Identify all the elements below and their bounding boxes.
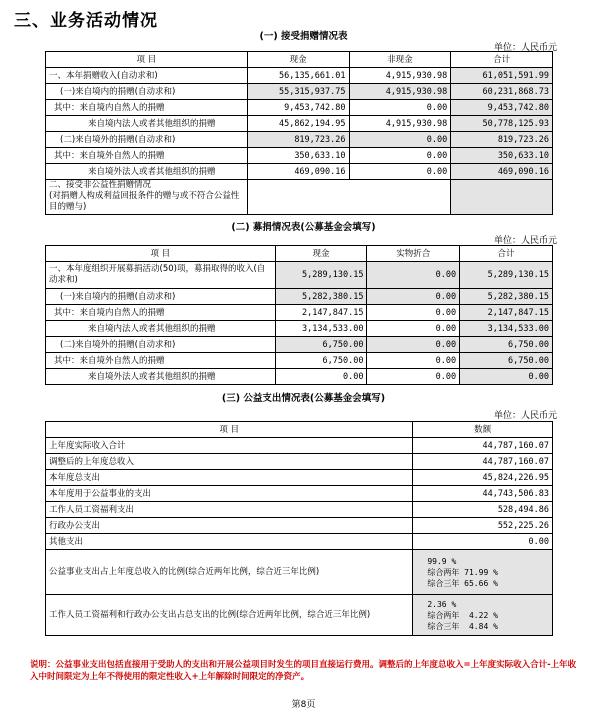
- cell-value: 45,862,194.95: [247, 116, 349, 132]
- cell-value: 45,824,226.95: [413, 470, 553, 486]
- row-label: 其中：来自境内自然人的捐赠: [46, 305, 276, 321]
- cell-value: 0.00: [413, 534, 553, 550]
- col-item: 项 目: [46, 422, 413, 438]
- unit-label: 单位：人民币元: [493, 43, 557, 53]
- col-item: 项 目: [46, 246, 276, 262]
- table-row: [46, 337, 553, 353]
- cell-empty: [451, 180, 553, 215]
- cell-value: 44,743,506.83: [413, 486, 553, 502]
- cell-value: 0.00: [367, 353, 460, 369]
- cell-value: 6,750.00: [275, 337, 367, 353]
- donation-table: [45, 51, 553, 215]
- table-row: [46, 353, 553, 369]
- table-row: [46, 502, 553, 518]
- col-noncash: 非现金: [349, 52, 451, 68]
- row-label: (一)来自境内的捐赠(自动求和): [46, 289, 276, 305]
- cell-empty: [247, 180, 450, 215]
- ratio-value: 2.36 % 综合两年 4.22 % 综合三年 4.84 %: [413, 595, 553, 636]
- col-inkind: 实物折合: [367, 246, 460, 262]
- row-label: 来自境外法人或者其他组织的捐赠: [46, 369, 276, 385]
- cell-value: 3,134,533.00: [275, 321, 367, 337]
- table-row: [46, 454, 553, 470]
- table-row: [46, 438, 553, 454]
- table-row: [46, 518, 553, 534]
- row-label: 其中：来自境外自然人的捐赠: [46, 148, 248, 164]
- cell-value: 0.00: [367, 369, 460, 385]
- table-header: [46, 246, 553, 262]
- cell-value: 0.00: [367, 321, 460, 337]
- cell-value: 4,915,930.98: [349, 68, 451, 84]
- col-amount: 数额: [413, 422, 553, 438]
- page-number: 第8页: [291, 700, 316, 710]
- cell-value: 0.00: [367, 262, 460, 289]
- table-header: [46, 52, 553, 68]
- col-cash: 现金: [247, 52, 349, 68]
- row-label: 行政办公支出: [46, 518, 413, 534]
- ratio-value: 99.9 % 综合两年 71.99 % 综合三年 65.66 %: [413, 550, 553, 595]
- table-row: [46, 595, 553, 636]
- cell-value: 528,494.86: [413, 502, 553, 518]
- cell-value: 0.00: [349, 164, 451, 180]
- col-total: 合计: [460, 246, 553, 262]
- cell-value: 0.00: [367, 305, 460, 321]
- row-label: 工作人员工资福利和行政办公支出占总支出的比例(综合近两年比例，综合近三年比例): [46, 595, 413, 636]
- cell-value: 350,633.10: [247, 148, 349, 164]
- row-label: 一、本年捐赠收入(自动求和): [46, 68, 248, 84]
- cell-value: 469,090.16: [247, 164, 349, 180]
- table-header: [46, 422, 553, 438]
- table-row: [46, 289, 553, 305]
- table-row: [46, 132, 553, 148]
- col-total: 合计: [451, 52, 553, 68]
- row-label: 本年度总支出: [46, 470, 413, 486]
- row-label: 其中：来自境外自然人的捐赠: [46, 353, 276, 369]
- row-label: 工作人员工资福利支出: [46, 502, 413, 518]
- table-row: [46, 84, 553, 100]
- table-row: [46, 486, 553, 502]
- cell-value: 60,231,868.73: [451, 84, 553, 100]
- explanation-note: 说明：公益事业支出包括直接用于受助人的支出和开展公益项目时发生的项目直接运行费用。调整后的上年度总收入=上年度实际收入合计-上年收入中时间限定为上年不得使用的限定性收入+上年解除时间限定的净资产。: [30, 660, 577, 682]
- row-label: 来自境内法人或者其他组织的捐赠: [46, 116, 248, 132]
- row-label: (二)来自境外的捐赠(自动求和): [46, 132, 248, 148]
- cell-value: 4,915,930.98: [349, 84, 451, 100]
- fundraising-table-title: (二) 募捐情况表(公募基金会填写): [231, 222, 376, 233]
- table-row: [46, 100, 553, 116]
- cell-value: 552,225.26: [413, 518, 553, 534]
- cell-value: 819,723.26: [247, 132, 349, 148]
- table-row: [46, 148, 553, 164]
- cell-value: 0.00: [349, 132, 451, 148]
- row-label: 调整后的上年度总收入: [46, 454, 413, 470]
- cell-value: 3,134,533.00: [460, 321, 553, 337]
- cell-value: 0.00: [275, 369, 367, 385]
- row-label: 其中：来自境内自然人的捐赠: [46, 100, 248, 116]
- table-row: [46, 305, 553, 321]
- row-label: 一、本年度组织开展募捐活动(50)项，募捐取得的收入(自动求和): [46, 262, 276, 289]
- row-label: 二、接受非公益性捐赠情况 (对捐赠人构成利益回报条件的赠与或不符合公益性目的赠与): [46, 180, 248, 215]
- cell-value: 6,750.00: [460, 337, 553, 353]
- row-label: 公益事业支出占上年度总收入的比例(综合近两年比例，综合近三年比例): [46, 550, 413, 595]
- cell-value: 9,453,742.80: [247, 100, 349, 116]
- cell-value: 5,282,380.15: [460, 289, 553, 305]
- col-item: 项 目: [46, 52, 248, 68]
- cell-value: 0.00: [460, 369, 553, 385]
- table-row: [46, 534, 553, 550]
- cell-value: 9,453,742.80: [451, 100, 553, 116]
- cell-value: 6,750.00: [275, 353, 367, 369]
- cell-value: 61,051,591.99: [451, 68, 553, 84]
- fundraising-table: [45, 245, 553, 385]
- donation-table-title: (一) 接受捐赠情况表: [259, 31, 348, 42]
- cell-value: 44,787,160.07: [413, 454, 553, 470]
- table-row: [46, 262, 553, 289]
- cell-value: 5,282,380.15: [275, 289, 367, 305]
- expenditure-table: [45, 421, 553, 636]
- row-label: 上年度实际收入合计: [46, 438, 413, 454]
- col-cash: 现金: [275, 246, 367, 262]
- cell-value: 50,778,125.93: [451, 116, 553, 132]
- section-title: 三、业务活动情况: [14, 11, 158, 31]
- cell-value: 0.00: [367, 337, 460, 353]
- row-label: 其他支出: [46, 534, 413, 550]
- cell-value: 469,090.16: [451, 164, 553, 180]
- cell-value: 56,135,661.01: [247, 68, 349, 84]
- cell-value: 44,787,160.07: [413, 438, 553, 454]
- table-row: [46, 180, 553, 215]
- cell-value: 5,289,130.15: [460, 262, 553, 289]
- row-label: (一)来自境内的捐赠(自动求和): [46, 84, 248, 100]
- cell-value: 0.00: [367, 289, 460, 305]
- table-row: [46, 68, 553, 84]
- cell-value: 4,915,930.98: [349, 116, 451, 132]
- cell-value: 819,723.26: [451, 132, 553, 148]
- table-row: [46, 321, 553, 337]
- table-row: [46, 164, 553, 180]
- cell-value: 350,633.10: [451, 148, 553, 164]
- cell-value: 0.00: [349, 100, 451, 116]
- cell-value: 0.00: [349, 148, 451, 164]
- table-row: [46, 369, 553, 385]
- cell-value: 2,147,847.15: [275, 305, 367, 321]
- expenditure-table-title: (三) 公益支出情况表(公募基金会填写): [221, 393, 386, 404]
- row-label: 来自境外法人或者其他组织的捐赠: [46, 164, 248, 180]
- cell-value: 5,289,130.15: [275, 262, 367, 289]
- cell-value: 55,315,937.75: [247, 84, 349, 100]
- cell-value: 6,750.00: [460, 353, 553, 369]
- table-row: [46, 470, 553, 486]
- row-label: (二)来自境外的捐赠(自动求和): [46, 337, 276, 353]
- row-label: 来自境内法人或者其他组织的捐赠: [46, 321, 276, 337]
- table-row: [46, 550, 553, 595]
- unit-label: 单位：人民币元: [493, 236, 557, 246]
- table-row: [46, 116, 553, 132]
- row-label: 本年度用于公益事业的支出: [46, 486, 413, 502]
- cell-value: 2,147,847.15: [460, 305, 553, 321]
- unit-label: 单位：人民币元: [493, 411, 557, 421]
